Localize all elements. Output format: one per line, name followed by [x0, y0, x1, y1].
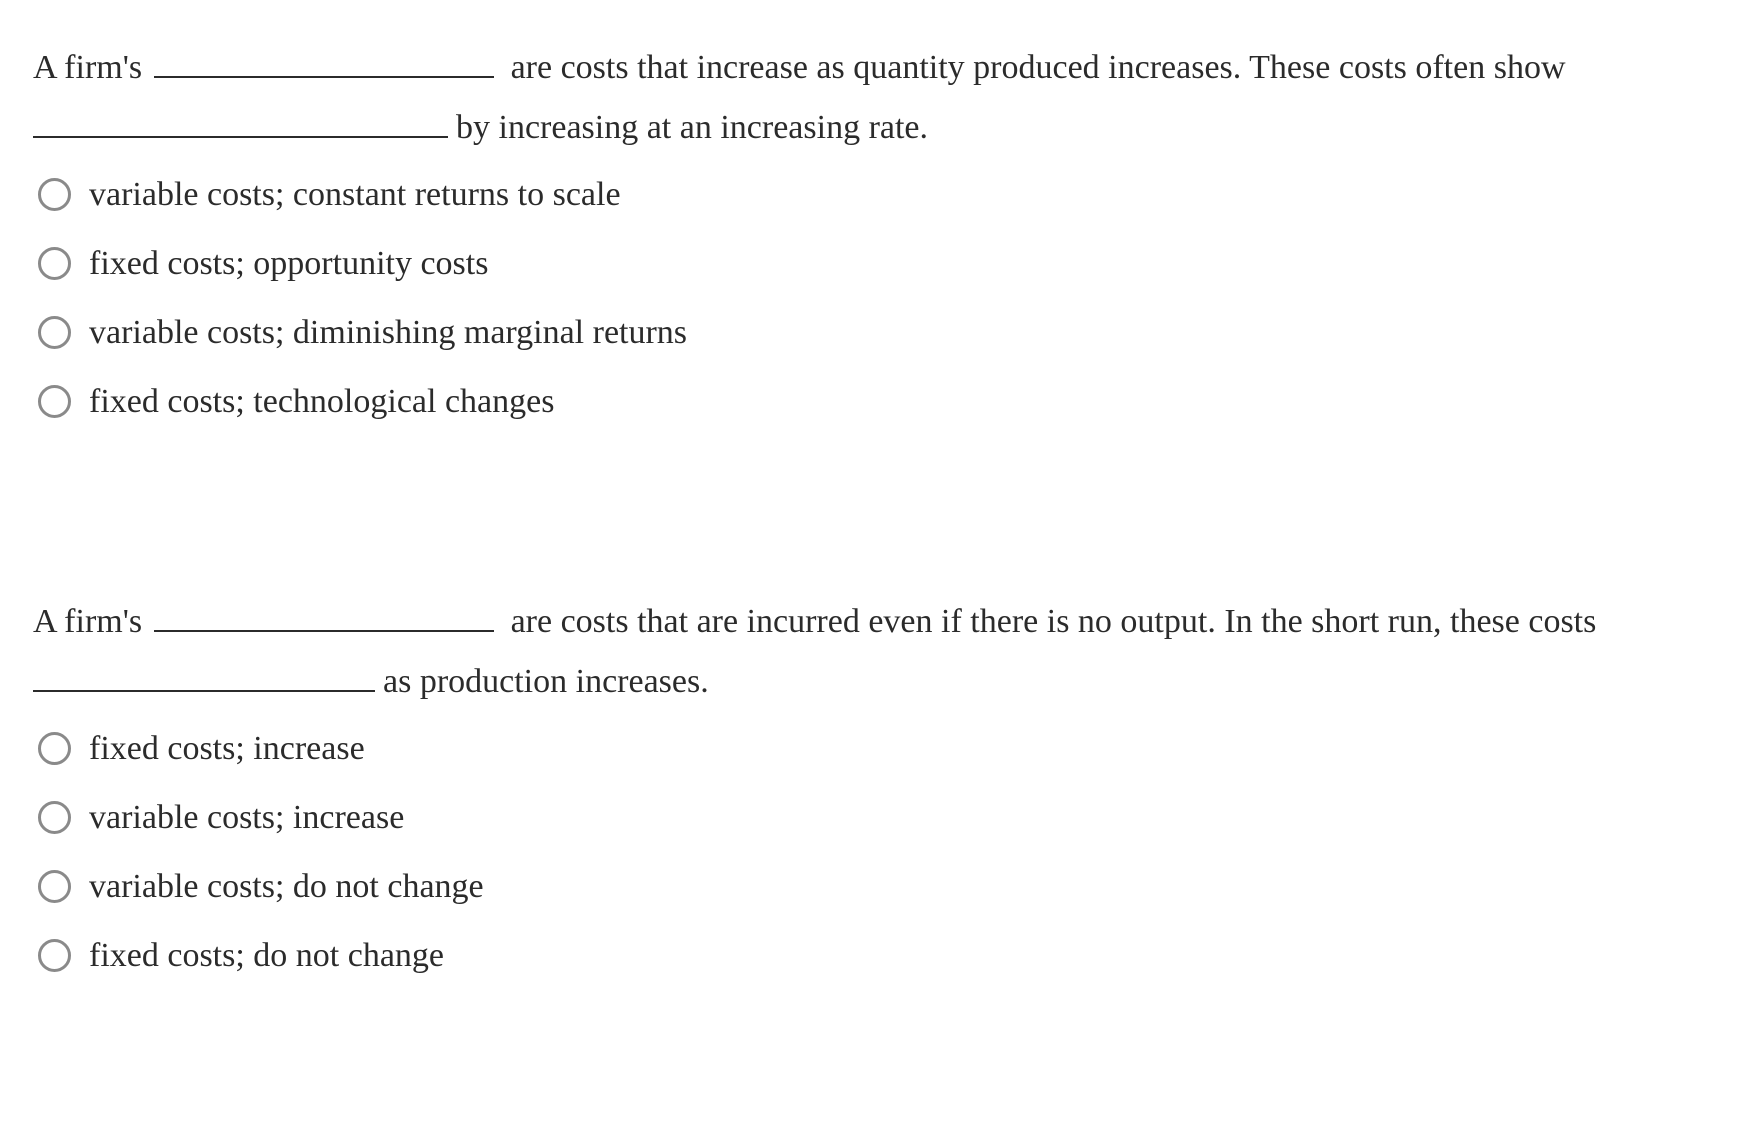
option-label[interactable]: variable costs; increase: [89, 798, 405, 836]
question-stem: [33, 592, 1723, 712]
answer-options: [33, 160, 1723, 436]
option-label[interactable]: fixed costs; do not change: [89, 936, 445, 974]
answer-options: [33, 714, 1723, 990]
question-stem: [33, 38, 1723, 158]
radio-button[interactable]: [38, 732, 71, 765]
radio-button[interactable]: [38, 247, 71, 280]
radio-button[interactable]: [38, 385, 71, 418]
stem-text-start: A firm's: [33, 49, 143, 86]
option-2[interactable]: [33, 229, 1723, 298]
question-1: [33, 38, 1723, 436]
radio-button[interactable]: [38, 939, 71, 972]
stem-text-middle: are costs that are incurred even if there is no output. In the short run, these costs: [510, 603, 1597, 640]
answer-blank-2: [33, 108, 448, 138]
option-label[interactable]: variable costs; diminishing marginal returns: [89, 313, 688, 351]
radio-button[interactable]: [38, 870, 71, 903]
option-1[interactable]: [33, 160, 1723, 229]
option-label[interactable]: fixed costs; increase: [89, 729, 365, 767]
option-label[interactable]: fixed costs; technological changes: [89, 382, 555, 420]
answer-blank-1: [154, 602, 494, 632]
stem-text-end: by increasing at an increasing rate.: [456, 109, 929, 146]
option-1[interactable]: [33, 714, 1723, 783]
option-label[interactable]: fixed costs; opportunity costs: [89, 244, 489, 282]
stem-text-start: A firm's: [33, 603, 143, 640]
question-2: [33, 592, 1723, 990]
radio-button[interactable]: [38, 178, 71, 211]
option-4[interactable]: [33, 367, 1723, 436]
radio-button[interactable]: [38, 316, 71, 349]
stem-text-middle: are costs that increase as quantity produced increases. These costs often show: [510, 49, 1566, 86]
option-label[interactable]: variable costs; constant returns to scale: [89, 175, 621, 213]
option-label[interactable]: variable costs; do not change: [89, 867, 484, 905]
answer-blank-2: [33, 662, 375, 692]
option-4[interactable]: [33, 921, 1723, 990]
option-2[interactable]: [33, 783, 1723, 852]
answer-blank-1: [154, 48, 494, 78]
option-3[interactable]: [33, 298, 1723, 367]
radio-button[interactable]: [38, 801, 71, 834]
option-3[interactable]: [33, 852, 1723, 921]
stem-text-end: as production increases.: [383, 663, 709, 700]
